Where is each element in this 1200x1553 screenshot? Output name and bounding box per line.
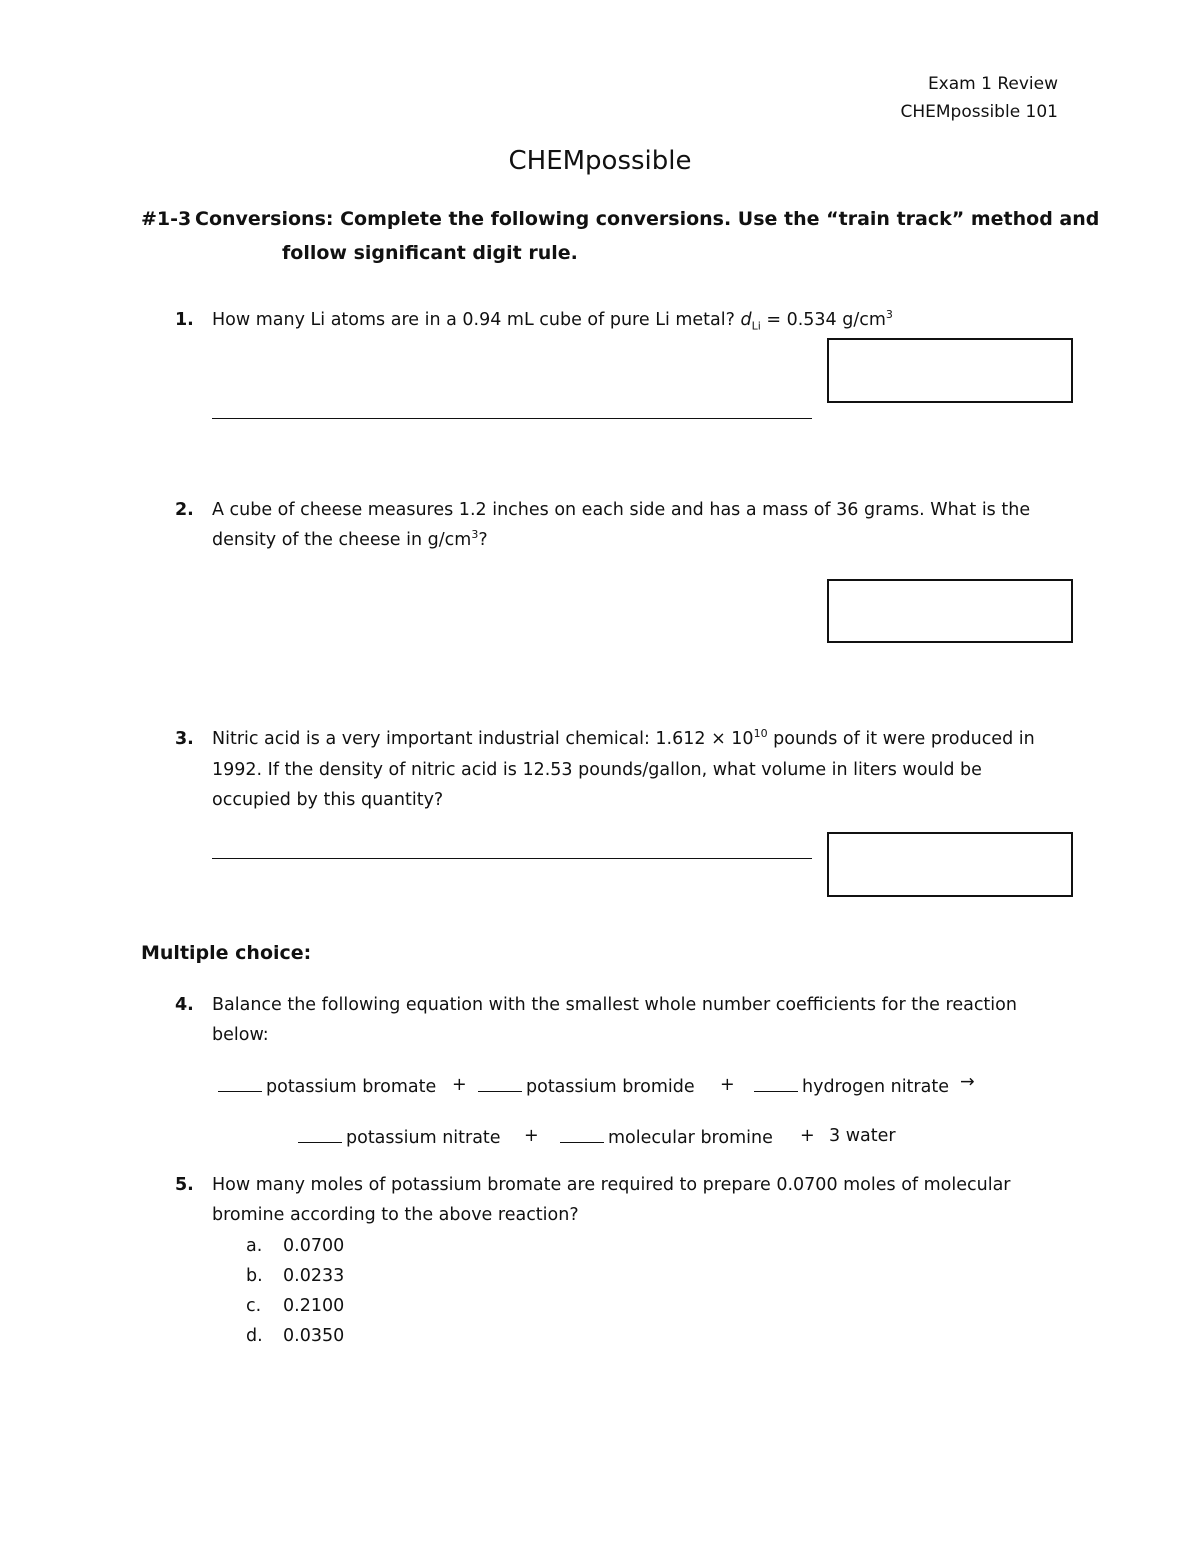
q3-work-line[interactable] bbox=[212, 858, 812, 859]
q1-text: How many Li atoms are in a 0.94 mL cube of pure Li metal? bbox=[212, 310, 735, 330]
q3-line2: 1992. If the density of nitric acid is 12.53 pounds/gallon, what volume in liters would be bbox=[212, 760, 982, 780]
q5-line1: How many moles of potassium bromate are required to prepare 0.0700 moles of molecular bbox=[212, 1175, 1011, 1195]
q3-answer-box[interactable] bbox=[827, 832, 1073, 897]
section1-instruction-line1: Conversions: Complete the following conversions. Use the “train track” method and bbox=[195, 208, 1100, 230]
q4-product1: potassium nitrate bbox=[346, 1128, 501, 1148]
q1-text-row bbox=[212, 308, 893, 333]
q4-product2: molecular bromine bbox=[608, 1128, 773, 1148]
q1-density-symbol: d bbox=[740, 310, 752, 330]
q2-number: 2. bbox=[175, 500, 194, 520]
q5-number: 5. bbox=[175, 1175, 194, 1195]
q4-line2: below: bbox=[212, 1025, 269, 1045]
q4-line1: Balance the following equation with the smallest whole number coefficients for the reaction bbox=[212, 995, 1017, 1015]
q4-plus-4: + bbox=[800, 1126, 815, 1146]
q4-reactant2-row bbox=[478, 1075, 695, 1097]
q1-superscript: 3 bbox=[885, 308, 893, 322]
q4-plus-3: + bbox=[524, 1126, 539, 1146]
q4-blank-5[interactable] bbox=[560, 1126, 604, 1143]
q4-reactant3: hydrogen nitrate bbox=[802, 1077, 949, 1097]
q4-reactant2: potassium bromide bbox=[526, 1077, 695, 1097]
q3-line1-rest: pounds of it were produced in bbox=[767, 729, 1035, 749]
header-course-label: CHEMpossible 101 bbox=[900, 102, 1058, 122]
q5-option-d-value[interactable]: 0.0350 bbox=[283, 1326, 345, 1346]
q5-option-c-letter: c. bbox=[246, 1296, 262, 1316]
q3-exponent: 10 bbox=[753, 727, 768, 741]
q2-answer-box[interactable] bbox=[827, 579, 1073, 643]
q5-option-b-value[interactable]: 0.0233 bbox=[283, 1266, 345, 1286]
section1-label: #1-3 bbox=[141, 208, 192, 230]
q2-question-mark: ? bbox=[478, 530, 488, 550]
q5-line2: bromine according to the above reaction? bbox=[212, 1205, 579, 1225]
q1-work-line[interactable] bbox=[212, 418, 812, 419]
q3-number: 3. bbox=[175, 729, 194, 749]
q5-option-b-letter: b. bbox=[246, 1266, 263, 1286]
q2-line1: A cube of cheese measures 1.2 inches on each side and has a mass of 36 grams. What is the bbox=[212, 500, 1031, 520]
q3-line3: occupied by this quantity? bbox=[212, 790, 444, 810]
q4-product1-row bbox=[298, 1126, 501, 1148]
q4-reactant1-row bbox=[218, 1075, 436, 1097]
q1-density-value: = 0.534 g/cm bbox=[760, 310, 886, 330]
q4-number: 4. bbox=[175, 995, 194, 1015]
q1-number: 1. bbox=[175, 310, 194, 330]
q5-option-d-letter: d. bbox=[246, 1326, 263, 1346]
q5-option-a-value[interactable]: 0.0700 bbox=[283, 1236, 345, 1256]
header-exam-label: Exam 1 Review bbox=[927, 74, 1058, 94]
q4-product3: 3 water bbox=[829, 1126, 896, 1146]
q4-plus-2: + bbox=[720, 1075, 735, 1095]
q5-option-c-value[interactable]: 0.2100 bbox=[283, 1296, 345, 1316]
q3-line1-text: Nitric acid is a very important industrial chemical: 1.612 × 10 bbox=[212, 729, 754, 749]
q4-reactant1: potassium bromate bbox=[266, 1077, 437, 1097]
q4-blank-1[interactable] bbox=[218, 1075, 262, 1092]
q2-line2 bbox=[212, 530, 488, 550]
q4-blank-3[interactable] bbox=[754, 1075, 798, 1092]
q4-plus-1: + bbox=[452, 1075, 467, 1095]
q4-product2-row bbox=[560, 1126, 773, 1148]
q2-line2-text: density of the cheese in g/cm bbox=[212, 530, 472, 550]
q4-reactant3-row bbox=[754, 1075, 949, 1097]
section2-heading: Multiple choice: bbox=[141, 942, 312, 964]
q4-blank-4[interactable] bbox=[298, 1126, 342, 1143]
section1-instruction-line2: follow significant digit rule. bbox=[282, 242, 578, 264]
q5-option-a-letter: a. bbox=[246, 1236, 263, 1256]
page-title: CHEMpossible bbox=[508, 146, 692, 176]
q1-answer-box[interactable] bbox=[827, 338, 1073, 403]
reaction-arrow-icon: → bbox=[960, 1072, 975, 1092]
q4-blank-2[interactable] bbox=[478, 1075, 522, 1092]
q3-line1 bbox=[212, 729, 1035, 749]
q1-density-subscript: Li bbox=[751, 319, 761, 333]
q2-superscript: 3 bbox=[471, 528, 479, 542]
